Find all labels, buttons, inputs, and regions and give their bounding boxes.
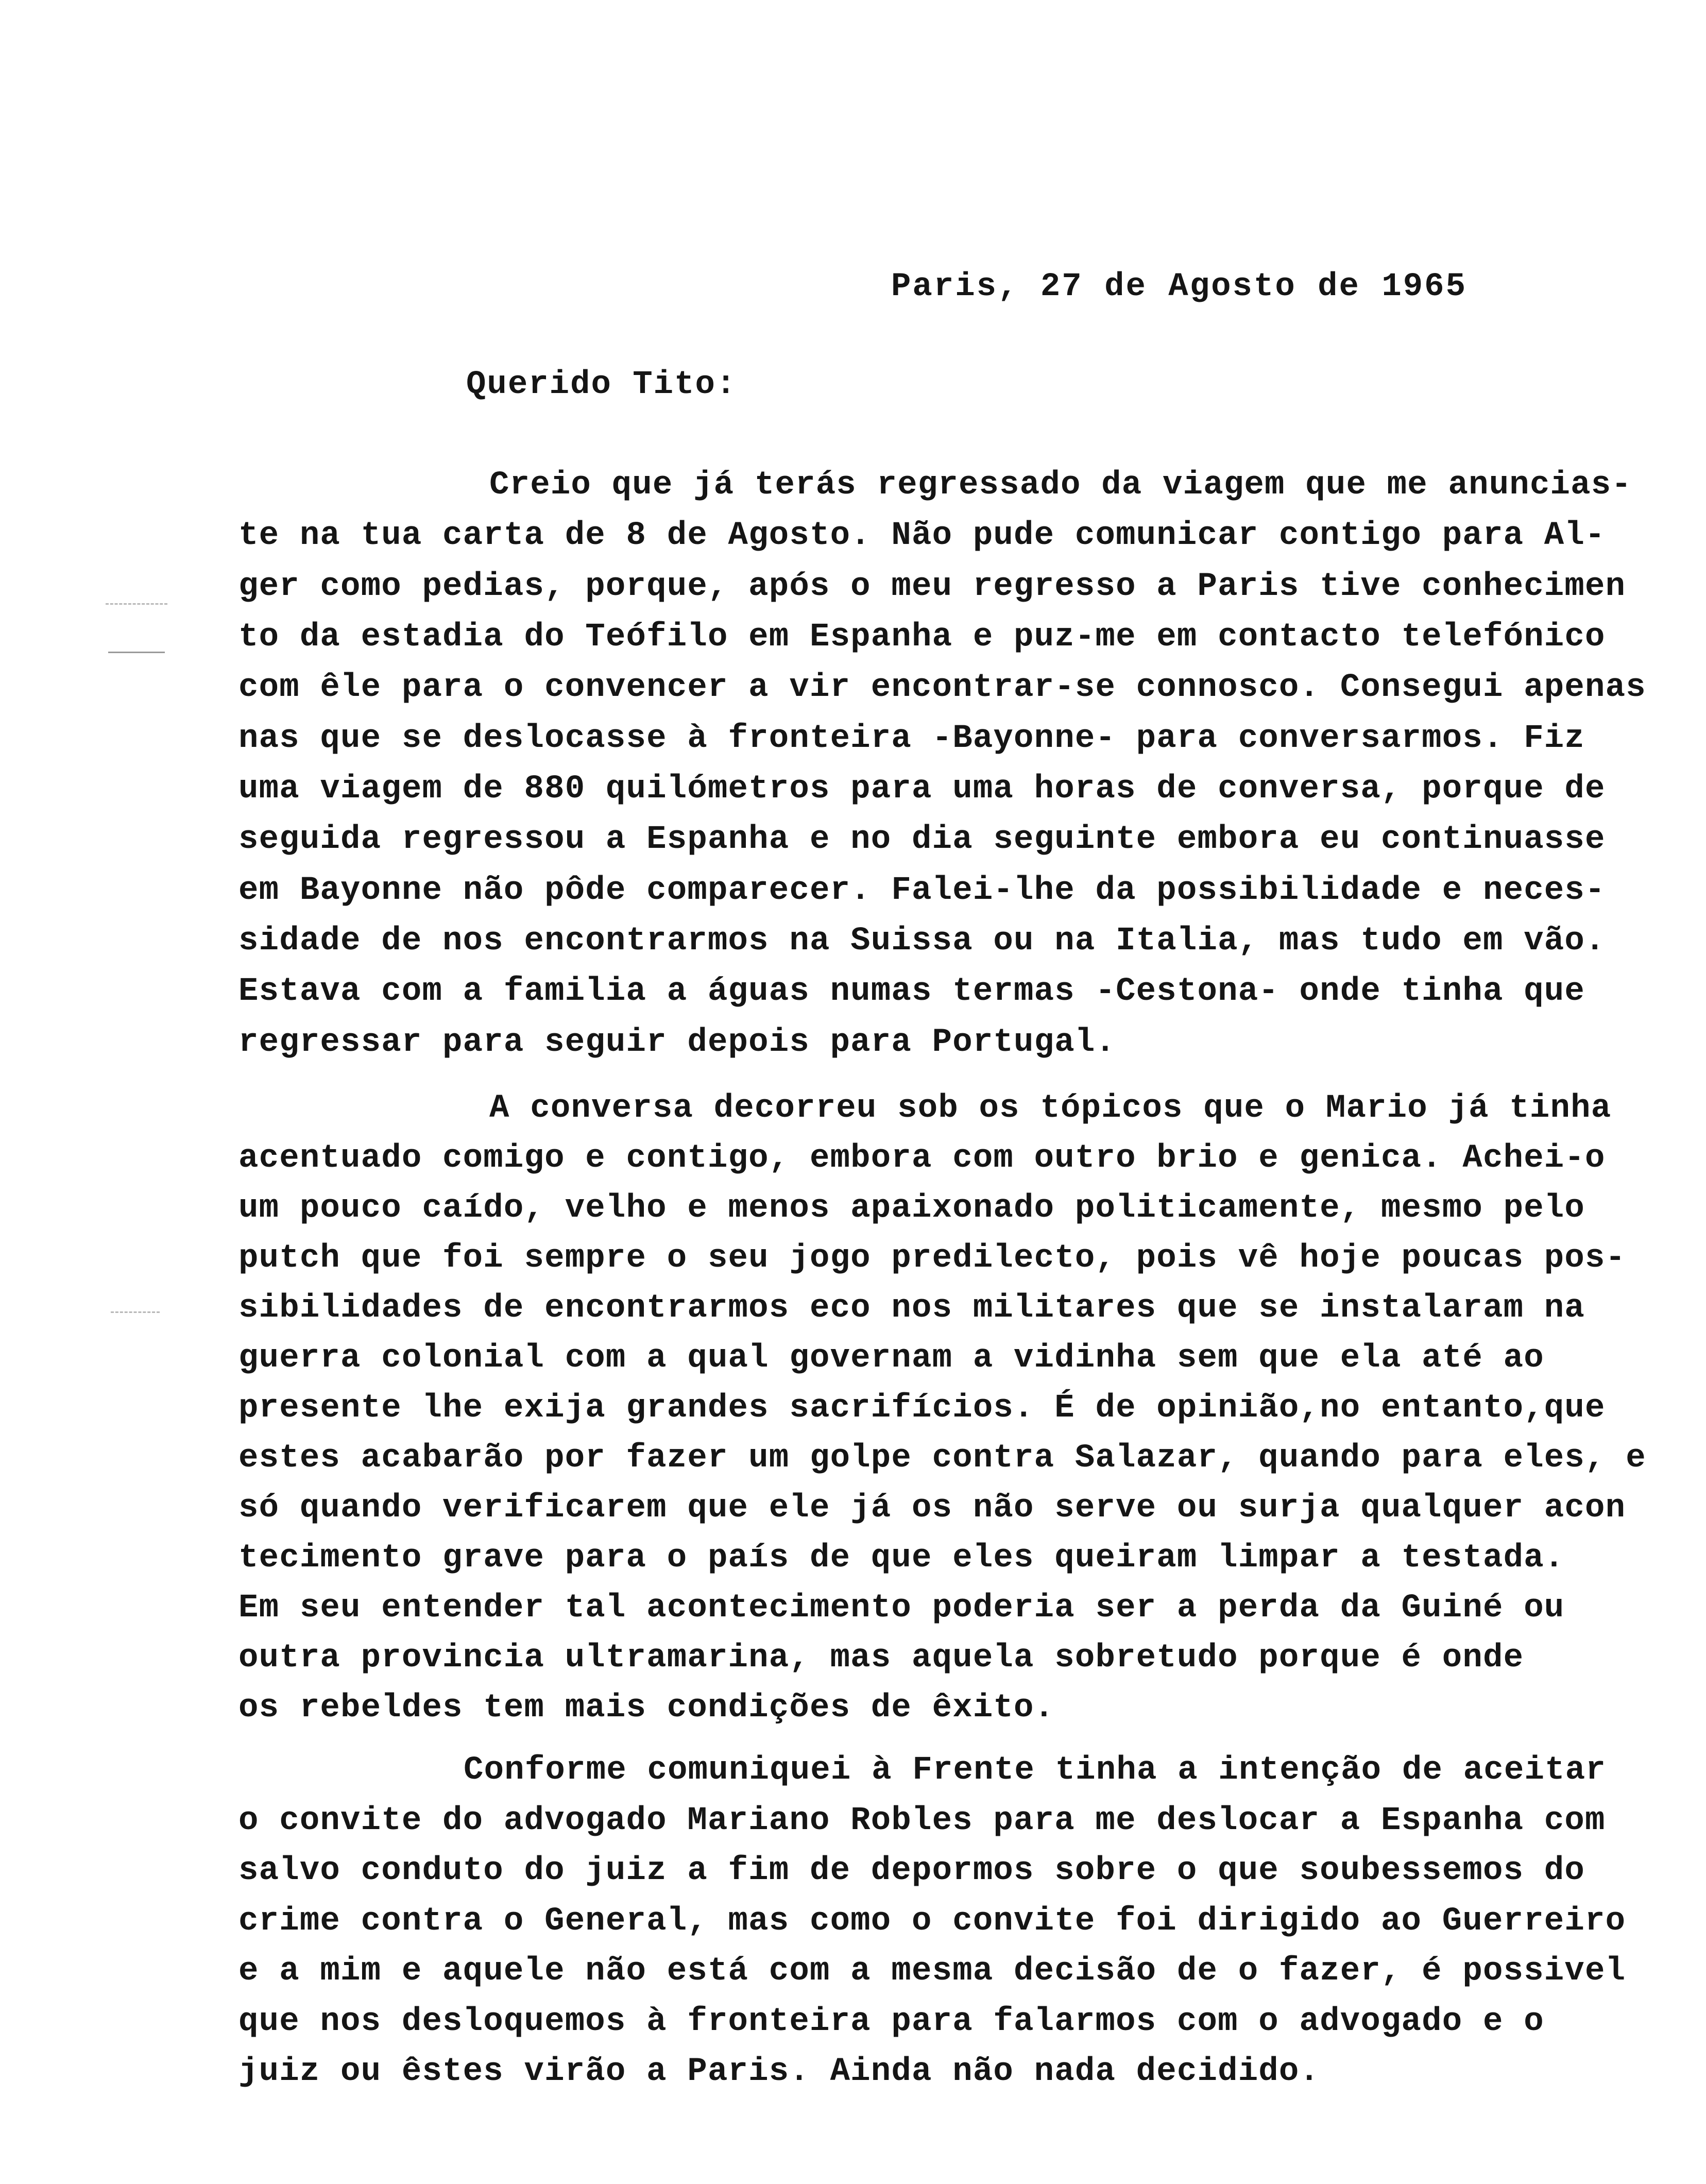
text-line: A conversa decorreu sob os tópicos que o Mario já tinha (489, 1090, 1612, 1127)
text-line: um pouco caído, velho e menos apaixonado politicamente, mesmo pelo (238, 1190, 1585, 1227)
text-line: com êle para o convencer a vir encontrar-se connosco. Consegui apenas (238, 669, 1646, 706)
margin-mark (108, 652, 165, 653)
text-line: só quando verificarem que ele já os não serve ou surja qualquer acon (238, 1490, 1626, 1527)
margin-mark (111, 1311, 160, 1313)
letter-salutation: Querido Tito: (466, 366, 737, 403)
text-line: sibilidades de encontrarmos eco nos militares que se instalaram na (238, 1290, 1585, 1327)
text-line: Creio que já terás regressado da viagem que me anuncias- (489, 467, 1632, 504)
text-line: o convite do advogado Mariano Robles para me deslocar a Espanha com (238, 1802, 1606, 1839)
text-line: salvo conduto do juiz a fim de depormos sobre o que soubessemos do (238, 1852, 1585, 1889)
text-line: ger como pedias, porque, após o meu regresso a Paris tive conhecimen (238, 568, 1626, 605)
text-line: que nos desloquemos à fronteira para falarmos com o advogado e o (238, 2003, 1544, 2040)
text-line: Em seu entender tal acontecimento poderia ser a perda da Guiné ou (238, 1590, 1565, 1627)
text-line: e a mim e aquele não está com a mesma decisão de o fazer, é possivel (238, 1953, 1626, 1990)
text-line: acentuado comigo e contigo, embora com outro brio e genica. Achei-o (238, 1140, 1606, 1177)
text-line: te na tua carta de 8 de Agosto. Não pude comunicar contigo para Al- (238, 517, 1606, 554)
text-line: Conforme comuniquei à Frente tinha a intenção de aceitar (464, 1752, 1606, 1789)
letter-date: Paris, 27 de Agosto de 1965 (891, 268, 1467, 305)
text-line: outra provincia ultramarina, mas aquela sobretudo porque é onde (238, 1640, 1524, 1677)
text-line: guerra colonial com a qual governam a vidinha sem que ela até ao (238, 1340, 1544, 1377)
text-line: nas que se deslocasse à fronteira -Bayonne- para conversarmos. Fiz (238, 720, 1585, 757)
text-line: os rebeldes tem mais condições de êxito. (238, 1690, 1055, 1727)
text-line: seguida regressou a Espanha e no dia seguinte embora eu continuasse (238, 821, 1606, 858)
text-line: regressar para seguir depois para Portugal. (238, 1024, 1116, 1061)
text-line: putch que foi sempre o seu jogo predilecto, pois vê hoje poucas pos- (238, 1240, 1626, 1277)
text-line: estes acabarão por fazer um golpe contra Salazar, quando para eles, e (238, 1440, 1646, 1477)
margin-mark (106, 603, 167, 605)
text-line: Estava com a familia a águas numas termas -Cestona- onde tinha que (238, 973, 1585, 1010)
text-line: juiz ou êstes virão a Paris. Ainda não nada decidido. (238, 2053, 1320, 2090)
text-line: presente lhe exija grandes sacrifícios. É de opinião,no entanto,que (238, 1390, 1606, 1427)
text-line: sidade de nos encontrarmos na Suissa ou na Italia, mas tudo em vão. (238, 923, 1606, 960)
text-line: to da estadia do Teófilo em Espanha e puz-me em contacto telefónico (238, 619, 1606, 656)
text-line: tecimento grave para o país de que eles queiram limpar a testada. (238, 1540, 1565, 1577)
text-line: crime contra o General, mas como o convite foi dirigido ao Guerreiro (238, 1903, 1626, 1940)
text-line: em Bayonne não pôde comparecer. Falei-lhe da possibilidade e neces- (238, 872, 1606, 909)
text-line: uma viagem de 880 quilómetros para uma horas de conversa, porque de (238, 771, 1606, 808)
